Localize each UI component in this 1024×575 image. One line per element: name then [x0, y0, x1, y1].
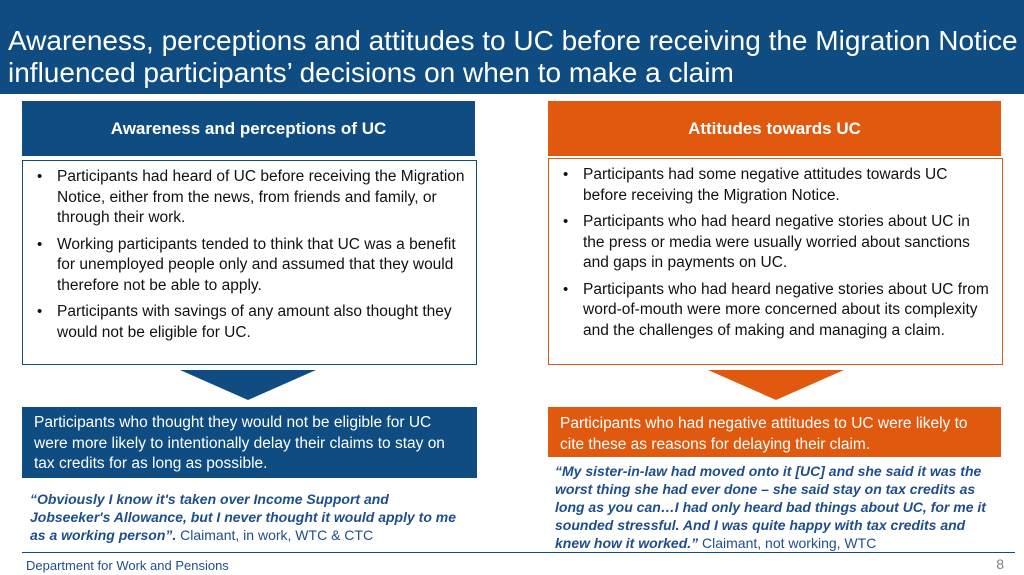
- bullet-icon: •: [563, 280, 569, 298]
- slide-title: Awareness, perceptions and attitudes to UC before receiving the Migration Notice influenced participants’ decisions on when to make a claim: [8, 25, 1018, 88]
- bullet-text: Participants had heard of UC before receiving the Migration Notice, either from the news, from friends and family, or through their work.: [57, 168, 465, 226]
- bullet-item: [559, 212, 994, 274]
- bullet-icon: •: [37, 168, 43, 185]
- awareness-header: Awareness and perceptions of UC: [22, 101, 475, 156]
- attitudes-result: Participants who had negative attitudes to UC were likely to cite these as reasons for delaying their claim.: [548, 407, 1001, 457]
- attitudes-header: Attitudes towards UC: [548, 101, 1001, 156]
- attitudes-bullet-list: [559, 165, 994, 341]
- page-number: 8: [996, 556, 1004, 572]
- quote-text: “Obviously I know it's taken over Income Support and Jobseeker's Allowance, but I never thought it would apply to me as a working person”.: [30, 491, 456, 543]
- bullet-icon: •: [37, 235, 43, 253]
- bullet-text: Participants had some negative attitudes towards UC before receiving the Migration Notice.: [583, 166, 948, 204]
- attitudes-bullets-box: [548, 158, 1003, 365]
- bullet-item: [33, 167, 468, 229]
- bullet-text: Participants with savings of any amount also thought they would not be eligible for UC.: [57, 303, 452, 341]
- quote-text: “My sister-in-law had moved onto it [UC] and she said it was the worst thing she had ever done – she said stay on tax credits as long as you can…I had only heard bad things about UC, for me it sounded stressful. And I was quite happy with tax credits and knew how it worked.”: [555, 463, 986, 551]
- bullet-item: [559, 280, 994, 342]
- quote-attribution: Claimant, not working, WTC: [702, 535, 877, 551]
- bullet-text: Working participants tended to think that UC was a benefit for unemployed people only and assumed that they would therefore not be able to apply.: [57, 235, 456, 294]
- bullet-item: [33, 235, 468, 297]
- down-arrow-icon: [180, 370, 316, 400]
- awareness-result: Participants who thought they would not be eligible for UC were more likely to intentionally delay their claims to stay on tax credits for as long as possible.: [22, 407, 477, 478]
- awareness-quote: [30, 490, 470, 544]
- title-band: [0, 0, 1024, 94]
- footer-department: Department for Work and Pensions: [26, 558, 229, 573]
- bullet-icon: •: [563, 166, 569, 183]
- attitudes-quote: [555, 462, 995, 552]
- bullet-item: [33, 302, 468, 343]
- awareness-bullets-box: [22, 160, 477, 365]
- bullet-text: Participants who had heard negative stories about UC in the press or media were usually worried about sanctions and gaps in payments on UC.: [583, 213, 970, 271]
- bullet-text: Participants who had heard negative stories about UC from word-of-mouth were more concerned about its complexity and the challenges of making and managing a claim.: [583, 280, 989, 339]
- bullet-icon: •: [37, 303, 43, 320]
- quote-attribution: Claimant, in work, WTC & CTC: [180, 527, 374, 543]
- awareness-bullet-list: [33, 167, 468, 343]
- bullet-item: [559, 165, 994, 206]
- down-arrow-icon: [708, 370, 844, 400]
- bullet-icon: •: [563, 213, 569, 230]
- footer-divider: [22, 552, 1015, 553]
